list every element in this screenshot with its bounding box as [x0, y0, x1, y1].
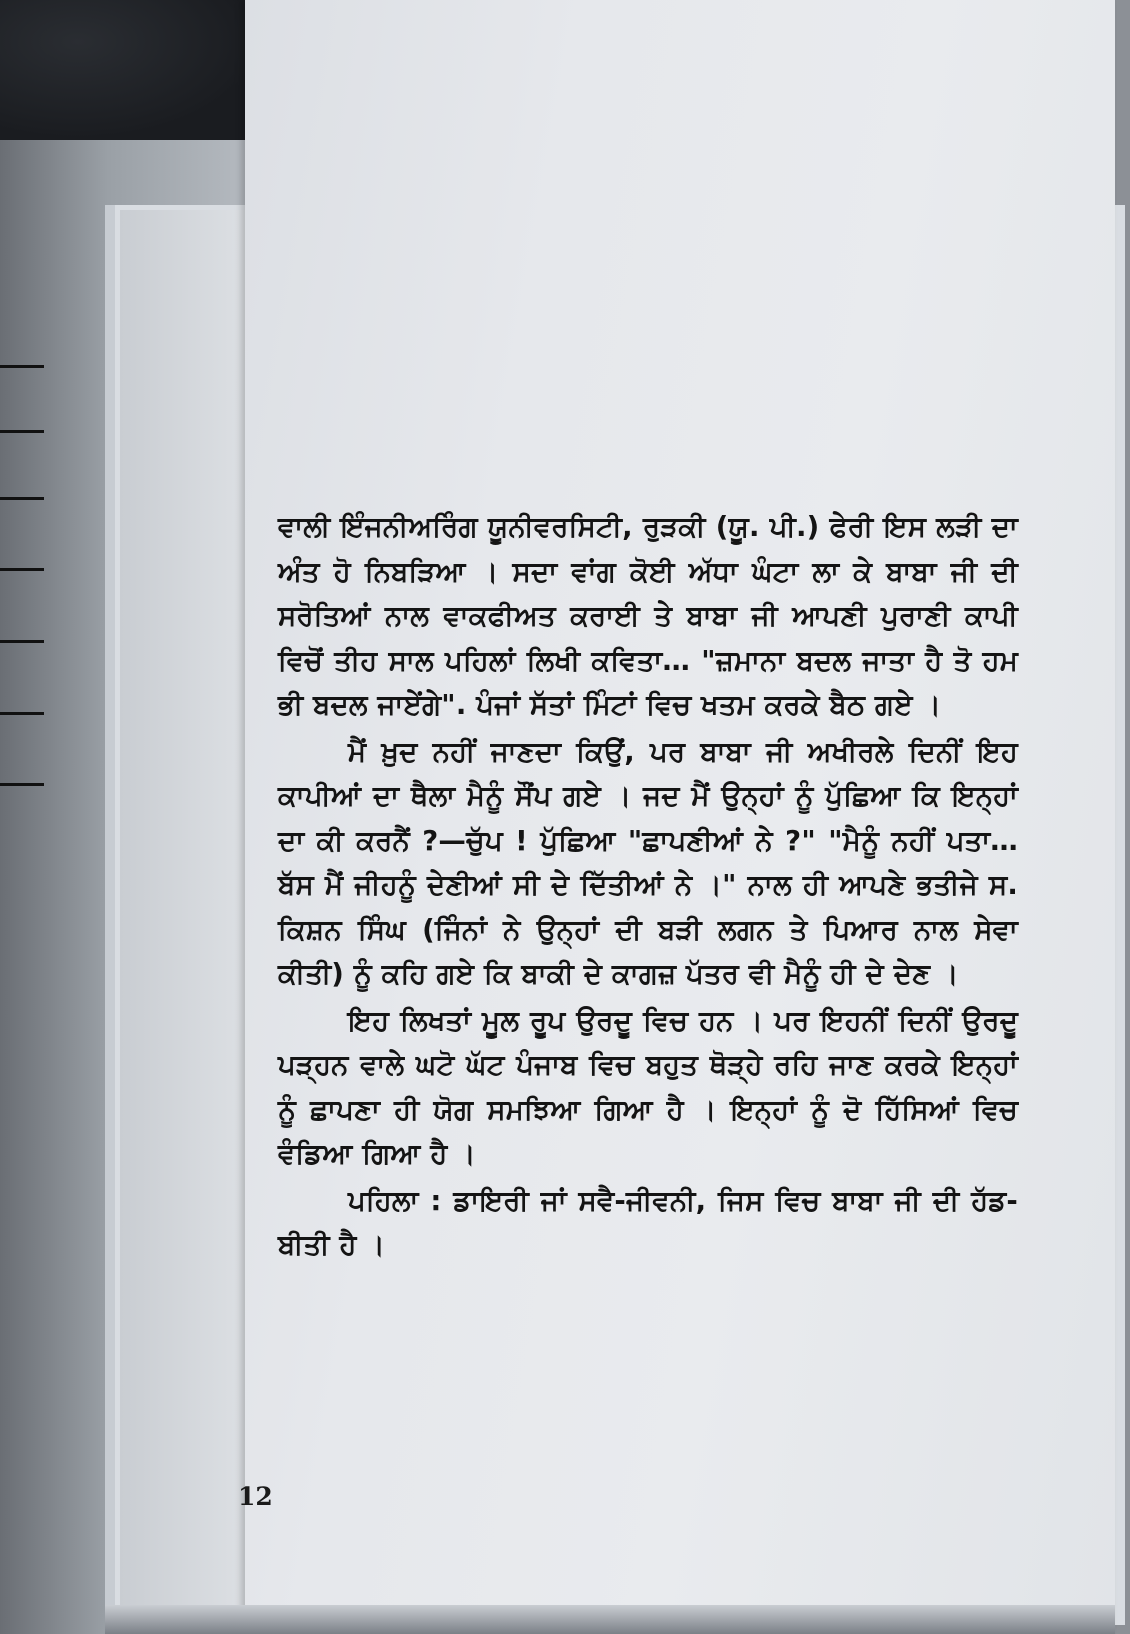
- paragraph: ਮੈਂ ਖ਼ੁਦ ਨਹੀਂ ਜਾਣਦਾ ਕਿਉਂ, ਪਰ ਬਾਬਾ ਜੀ ਅਖੀਰਲੇ ਦਿਨੀਂ ਇਹ ਕਾਪੀਆਂ ਦਾ ਥੈਲਾ ਮੈਨੂੰ ਸੌਂਪ ਗਏ । ਜਦ ਮੈਂ ਉਨ੍ਹਾਂ ਨੂੰ ਪੁੱਛਿਆ ਕਿ ਇਨ੍ਹਾਂ ਦਾ ਕੀ ਕਰਨੈਂ ?—ਚੁੱਪ ! ਪੁੱਛਿਆ "ਛਾਪਣੀਆਂ ਨੇ ?" "ਮੈਨੂੰ ਨਹੀਂ ਪਤਾ…ਬੱਸ ਮੈਂ ਜੀਹਨੂੰ ਦੇਣੀਆਂ ਸੀ ਦੇ ਦਿੱਤੀਆਂ ਨੇ ।" ਨਾਲ ਹੀ ਆਪਣੇ ਭਤੀਜੇ ਸ. ਕਿਸ਼ਨ ਸਿੰਘ (ਜਿੰਨਾਂ ਨੇ ਉਨ੍ਹਾਂ ਦੀ ਬੜੀ ਲਗਨ ਤੇ ਪਿਆਰ ਨਾਲ ਸੇਵਾ ਕੀਤੀ) ਨੂੰ ਕਹਿ ਗਏ ਕਿ ਬਾਕੀ ਦੇ ਕਾਗਜ਼ ਪੱਤਰ ਵੀ ਮੈਨੂੰ ਹੀ ਦੇ ਦੇਣ ।: [278, 735, 1018, 990]
- page-number: 12: [238, 1482, 273, 1511]
- paragraph: ਵਾਲੀ ਇੰਜਨੀਅਰਿੰਗ ਯੂਨੀਵਰਸਿਟੀ, ਰੁੜਕੀ (ਯੂ. ਪੀ.) ਫੇਰੀ ਇਸ ਲੜੀ ਦਾ ਅੰਤ ਹੋ ਨਿਬੜਿਆ । ਸਦਾ ਵਾਂਗ ਕੋਈ ਅੱਧਾ ਘੰਟਾ ਲਾ ਕੇ ਬਾਬਾ ਜੀ ਦੀ ਸਰੋਤਿਆਂ ਨਾਲ ਵਾਕਫੀਅਤ ਕਰਾਈ ਤੇ ਬਾਬਾ ਜੀ ਆਪਣੀ ਪੁਰਾਣੀ ਕਾਪੀ ਵਿਚੋਂ ਤੀਹ ਸਾਲ ਪਹਿਲਾਂ ਲਿਖੀ ਕਵਿਤਾ… "ਜ਼ਮਾਨਾ ਬਦਲ ਜਾਤਾ ਹੈ ਤੋ ਹਮ ਭੀ ਬਦਲ ਜਾਏਂਗੇ". ਪੰਜਾਂ ਸੱਤਾਂ ਮਿੰਟਾਂ ਵਿਚ ਖਤਮ ਕਰਕੇ ਬੈਠ ਗਏ ।: [278, 511, 1018, 721]
- binder-mark: [0, 497, 44, 500]
- binder-mark: [0, 568, 44, 571]
- binder-mark: [0, 783, 44, 786]
- background-shadow: [0, 0, 260, 140]
- binder-mark: [0, 430, 44, 433]
- underlying-pages: [120, 210, 250, 1620]
- binder-mark: [0, 712, 44, 715]
- page-bottom-edge: [105, 1605, 1115, 1634]
- paragraph: ਪਹਿਲਾ : ਡਾਇਰੀ ਜਾਂ ਸਵੈ-ਜੀਵਨੀ, ਜਿਸ ਵਿਚ ਬਾਬਾ ਜੀ ਦੀ ਹੱਡ-ਬੀਤੀ ਹੈ ।: [278, 1184, 1018, 1261]
- binder-mark: [0, 640, 44, 643]
- binder-mark: [0, 365, 44, 368]
- paragraph: ਇਹ ਲਿਖਤਾਂ ਮੂਲ ਰੂਪ ਉਰਦੂ ਵਿਚ ਹਨ । ਪਰ ਇਹਨੀਂ ਦਿਨੀਂ ਉਰਦੂ ਪੜ੍ਹਨ ਵਾਲੇ ਘਟੋ ਘੱਟ ਪੰਜਾਬ ਵਿਚ ਬਹੁਤ ਥੋੜ੍ਹੇ ਰਹਿ ਜਾਣ ਕਰਕੇ ਇਨ੍ਹਾਂ ਨੂੰ ਛਾਪਣਾ ਹੀ ਯੋਗ ਸਮਝਿਆ ਗਿਆ ਹੈ । ਇਨ੍ਹਾਂ ਨੂੰ ਦੋ ਹਿੱਸਿਆਂ ਵਿਚ ਵੰਡਿਆ ਗਿਆ ਹੈ ।: [278, 1004, 1018, 1170]
- page-body-text: [278, 505, 1018, 1268]
